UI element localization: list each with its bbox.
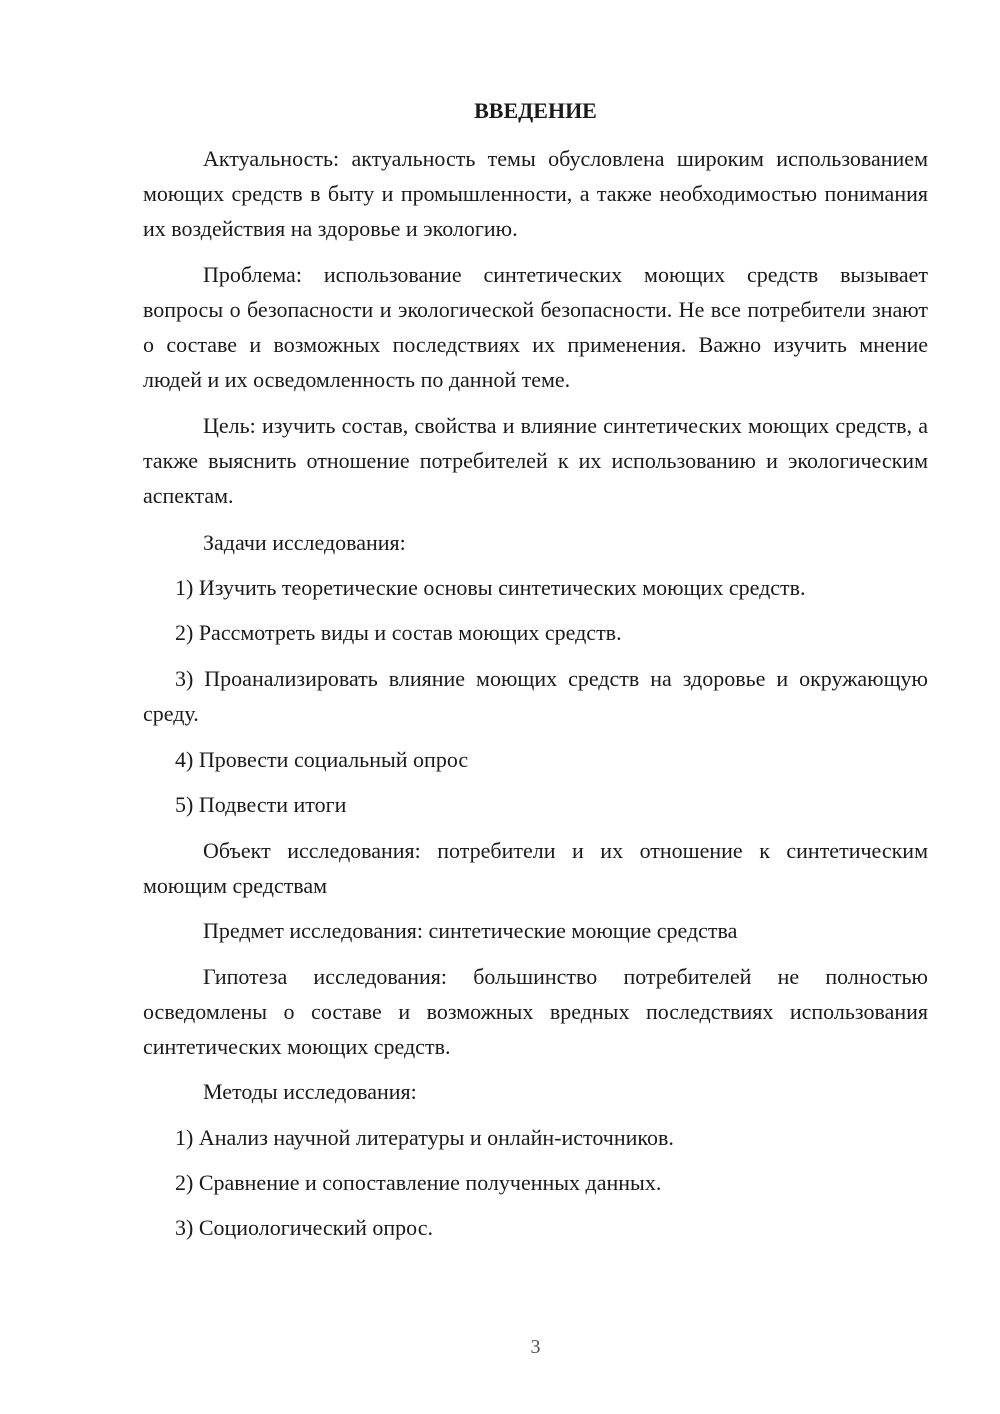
hypothesis-paragraph: Гипотеза исследования: большинство потребителей не полностью осведомлены о составе и возможных вредных последствиях использования синтетических моющих средств. — [143, 964, 928, 1059]
task-item-5: 5) Подвести итоги — [175, 792, 347, 817]
method-item-1: 1) Анализ научной литературы и онлайн-источников. — [175, 1125, 674, 1150]
task-item-4: 4) Провести социальный опрос — [175, 747, 469, 772]
document-page — [143, 0, 928, 1414]
methods-heading: Методы исследования: — [203, 1079, 417, 1104]
task-item-1: 1) Изучить теоретические основы синтетических моющих средств. — [175, 575, 806, 600]
task-item-2: 2) Рассмотреть виды и состав моющих средств. — [175, 620, 622, 645]
page-title: ВВЕДЕНИЕ — [474, 98, 597, 123]
subject-paragraph: Предмет исследования: синтетические моющие средства — [203, 918, 738, 943]
relevance-paragraph: Актуальность: актуальность темы обусловлена широким использованием моющих средств в быту и промышленности, а также необходимостью понимания их воздействия на здоровье и экологию. — [143, 146, 928, 241]
page-number: 3 — [530, 1336, 541, 1358]
goal-paragraph: Цель: изучить состав, свойства и влияние синтетических моющих средств, а также выяснить отношение потребителей к их использованию и экологическим аспектам. — [143, 413, 928, 508]
method-item-2: 2) Сравнение и сопоставление полученных данных. — [175, 1170, 662, 1195]
method-item-3: 3) Социологический опрос. — [175, 1215, 433, 1240]
task-item-3: 3) Проанализировать влияние моющих средств на здоровье и окружающую среду. — [143, 666, 928, 726]
problem-paragraph: Проблема: использование синтетических моющих средств вызывает вопросы о безопасности и экологической безопасности. Не все потребители знают о составе и возможных последствиях их применения. Важно изучить мнение людей и их осведомленность по данной теме. — [143, 262, 928, 392]
object-paragraph: Объект исследования: потребители и их отношение к синтетическим моющим средствам — [143, 838, 928, 898]
tasks-heading: Задачи исследования: — [203, 530, 406, 555]
